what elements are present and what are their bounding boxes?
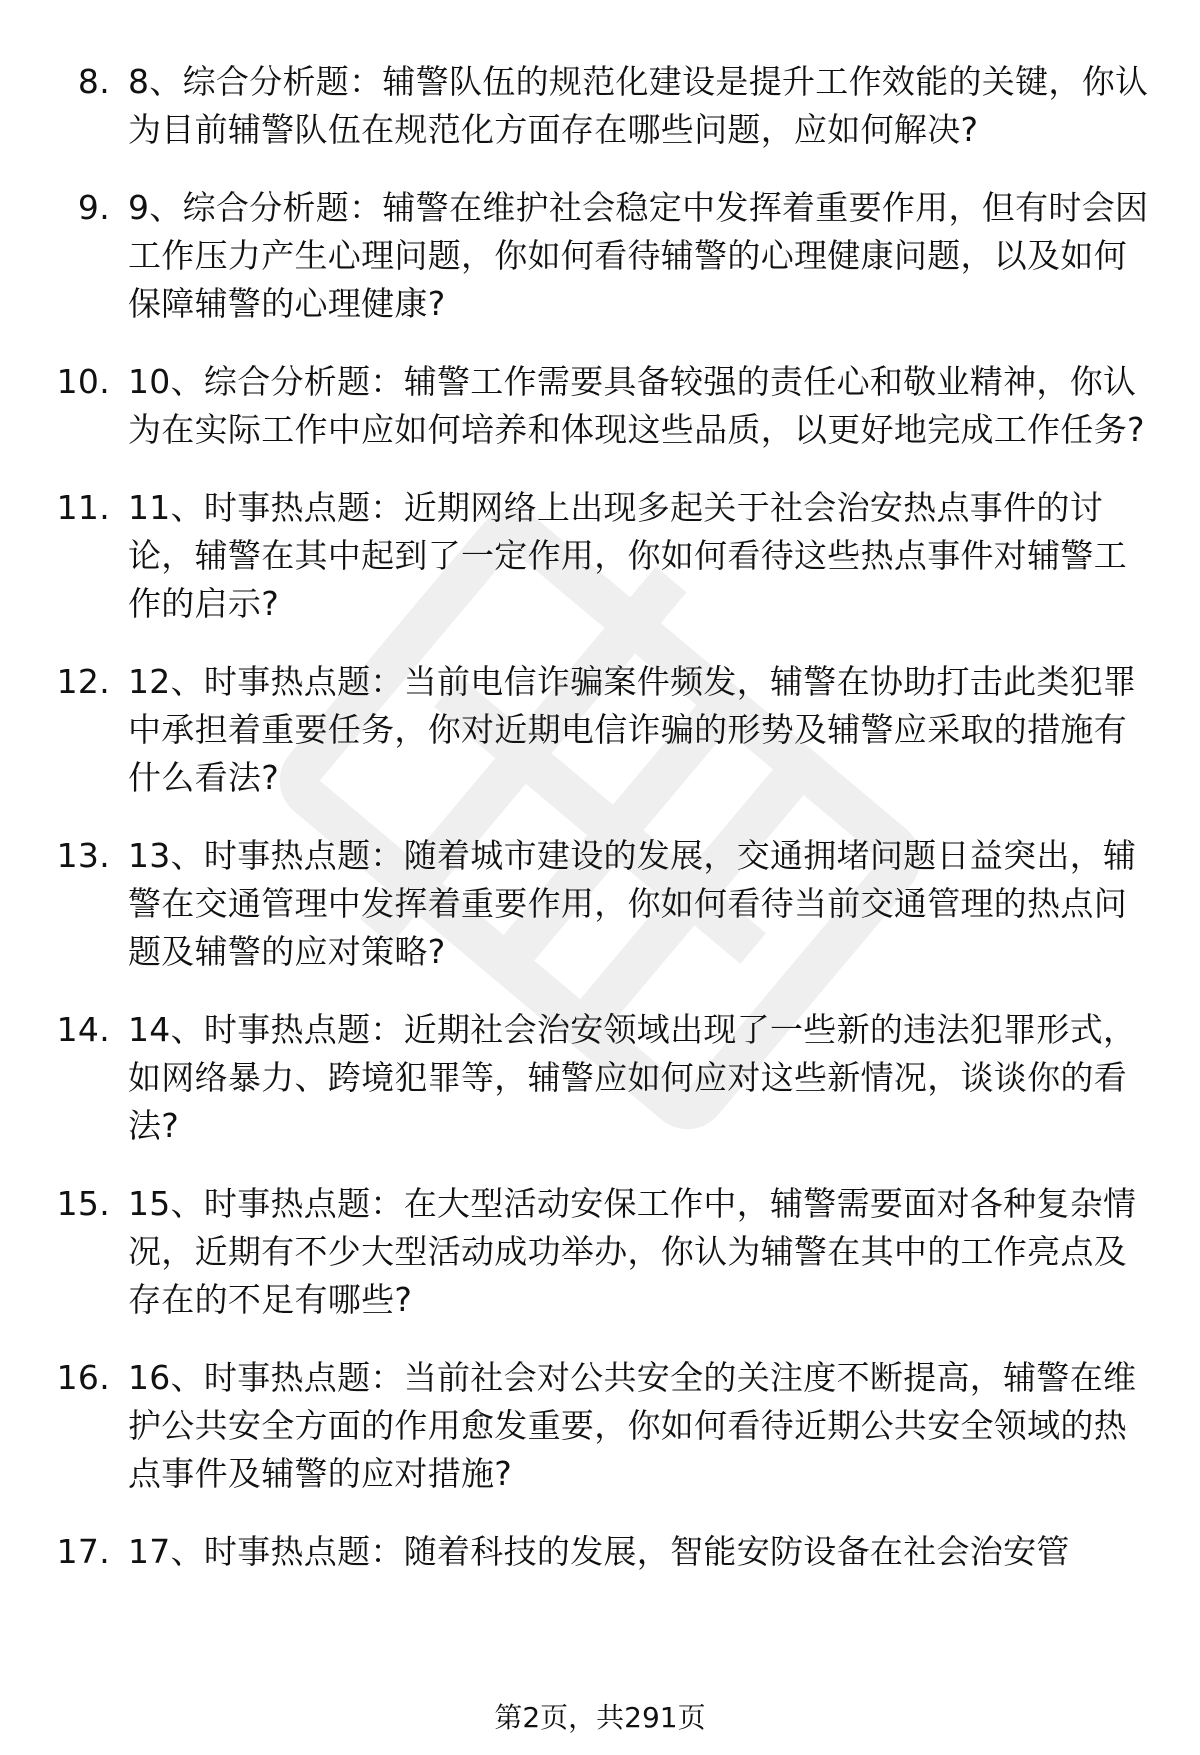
question-text: 10、综合分析题：辅警工作需要具备较强的责任心和敬业精神，你认为在实际工作中应如何培养和体现这些品质，以更好地完成工作任务? xyxy=(128,362,1145,449)
list-item xyxy=(0,358,1200,454)
question-text: 16、时事热点题：当前社会对公共安全的关注度不断提高，辅警在维护公共安全方面的作用愈发重要，你如何看待近期公共安全领域的热点事件及辅警的应对措施? xyxy=(128,1358,1137,1493)
list-item xyxy=(0,1006,1200,1150)
question-text: 11、时事热点题：近期网络上出现多起关于社会治安热点事件的讨论，辅警在其中起到了一定作用，你如何看待这些热点事件对辅警工作的启示? xyxy=(128,488,1127,623)
question-text: 15、时事热点题：在大型活动安保工作中，辅警需要面对各种复杂情况，近期有不少大型活动成功举办，你认为辅警在其中的工作亮点及存在的不足有哪些? xyxy=(128,1184,1137,1319)
question-number: 12. xyxy=(56,662,110,701)
question-number: 9. xyxy=(77,188,110,227)
list-item xyxy=(0,484,1200,628)
question-number: 14. xyxy=(56,1010,110,1049)
question-number: 10. xyxy=(56,362,110,401)
list-item xyxy=(0,58,1200,154)
question-text: 13、时事热点题：随着城市建设的发展，交通拥堵问题日益突出，辅警在交通管理中发挥着重要作用，你如何看待当前交通管理的热点问题及辅警的应对策略? xyxy=(128,836,1137,971)
list-item xyxy=(0,1528,1200,1576)
question-number: 13. xyxy=(56,836,110,875)
question-text: 8、综合分析题：辅警队伍的规范化建设是提升工作效能的关键，你认为目前辅警队伍在规范化方面存在哪些问题，应如何解决? xyxy=(128,62,1149,149)
question-text: 14、时事热点题：近期社会治安领域出现了一些新的违法犯罪形式，如网络暴力、跨境犯罪等，辅警应如何应对这些新情况，谈谈你的看法? xyxy=(128,1010,1137,1145)
question-list xyxy=(0,58,1200,1606)
list-item xyxy=(0,658,1200,802)
list-item xyxy=(0,1180,1200,1324)
question-text: 12、时事热点题：当前电信诈骗案件频发，辅警在协助打击此类犯罪中承担着重要任务，你对近期电信诈骗的形势及辅警应采取的措施有什么看法? xyxy=(128,662,1137,797)
question-number: 11. xyxy=(56,488,110,527)
question-number: 8. xyxy=(77,62,110,101)
list-item xyxy=(0,1354,1200,1498)
question-number: 16. xyxy=(56,1358,110,1397)
question-number: 17. xyxy=(56,1532,110,1571)
list-item xyxy=(0,184,1200,328)
list-item xyxy=(0,832,1200,976)
page-footer: 第2页，共291页 xyxy=(494,1701,706,1734)
question-text: 9、综合分析题：辅警在维护社会稳定中发挥着重要作用，但有时会因工作压力产生心理问题，你如何看待辅警的心理健康问题，以及如何保障辅警的心理健康? xyxy=(128,188,1149,323)
question-text: 17、时事热点题：随着科技的发展，智能安防设备在社会治安管 xyxy=(128,1532,1070,1571)
question-number: 15. xyxy=(56,1184,110,1223)
